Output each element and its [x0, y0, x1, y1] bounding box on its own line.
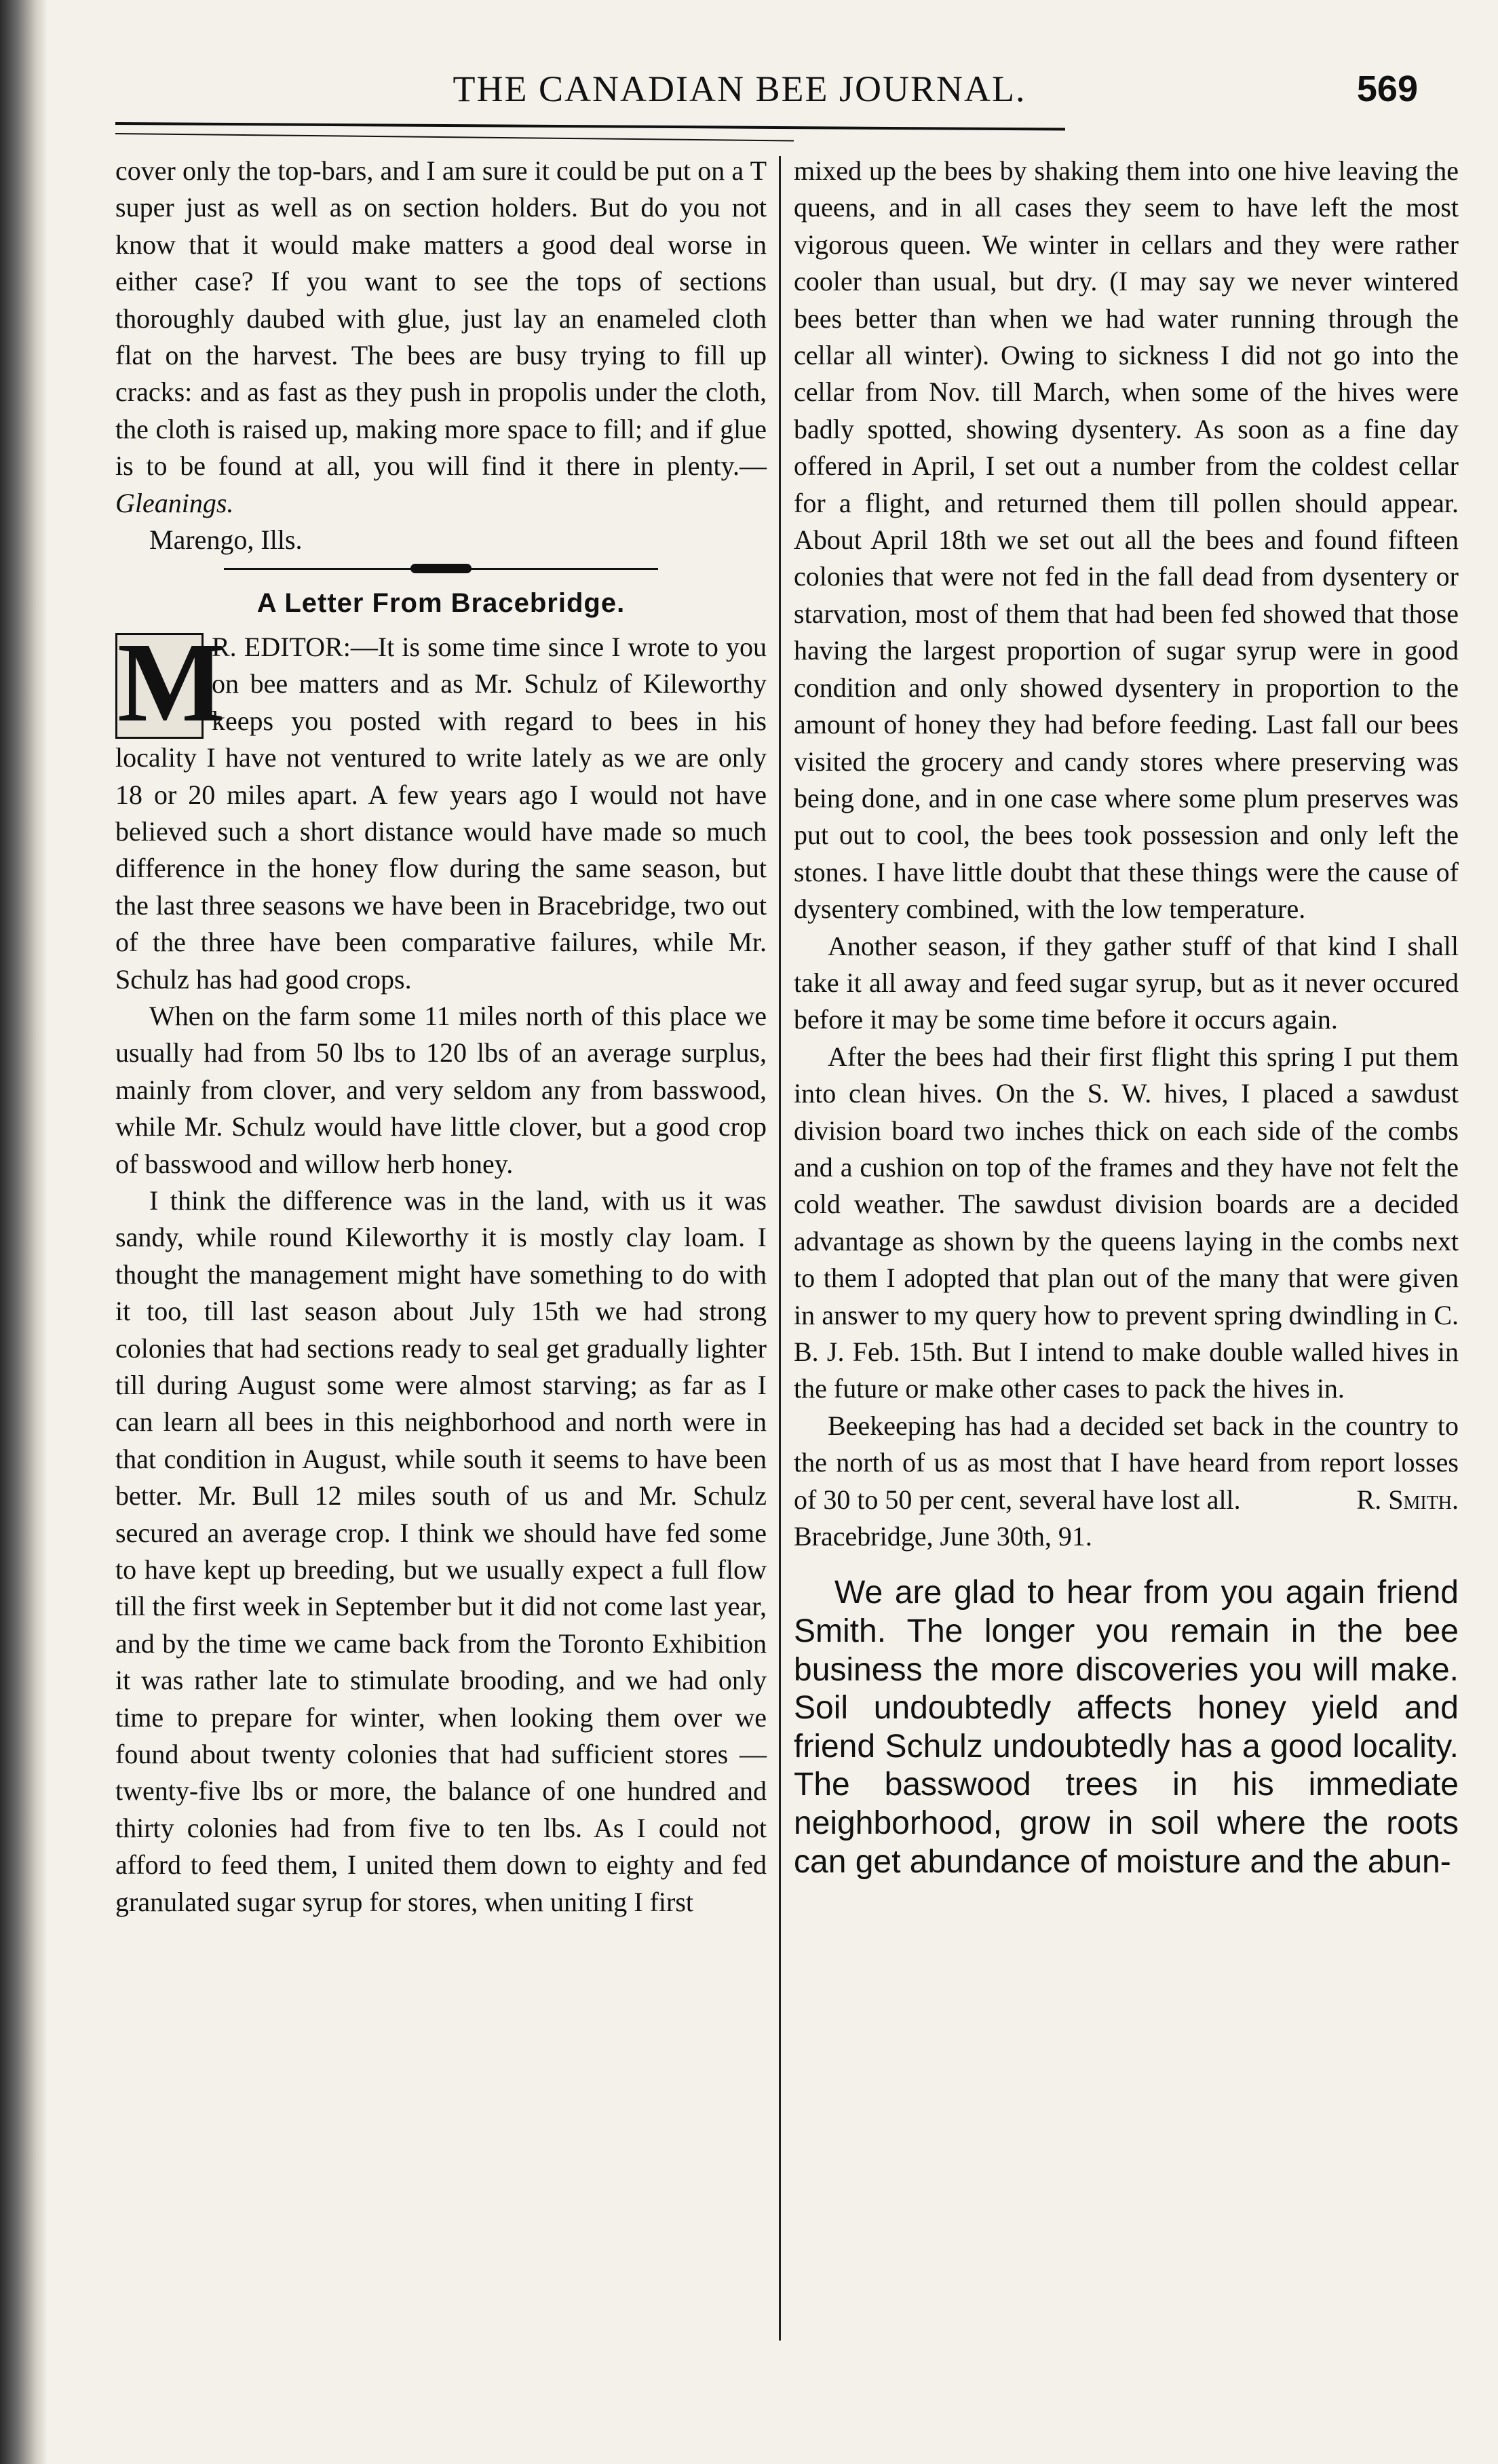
section-separator [224, 568, 658, 570]
journal-title: THE CANADIAN BEE JOURNAL. [453, 69, 1026, 109]
left-column [115, 153, 767, 1921]
article-paragraph: When on the farm some 11 miles north of this place we usually had from 50 lbs to 120 lbs of an average surplus, mainly from clover, and very seldom any from basswood, while Mr. Schulz would have little clover, but a good crop of basswood and willow herb honey. [115, 1000, 767, 1179]
article-paragraph: I think the difference was in the land, with us it was sandy, while round Kileworthy it is mostly clay loam. I thought the management might have something to do with it too, till last season about July 15th we had strong colonies that had sections ready to seal get gradually lighter till during August some were almost starving; as far as I can learn all bees in this neighborhood and north were in that condition in August, while south it seems to have been better. Mr. Bull 12 miles south of us and Mr. Schulz secured an average crop. I think we should have fed some to have kept up breeding, but we usually expect a full flow till the first week in September but it did not come last year, and by the time we came back from the Toronto Exhibition it was rather late to stimulate brooding, and we had only time to prepare for winter, when looking them over we found about twenty colonies that had sufficient stores —twenty-five lbs or more, the balance of one hundred and thirty colonies had from five to ten lbs. As I could not afford to feed them, I united them down to eighty and fed granulated sugar syrup for stores, when uniting I first [115, 1185, 767, 1917]
author-signature: R. Smith. [1356, 1484, 1459, 1515]
page-number: 569 [1356, 69, 1418, 109]
continued-place: Marengo, Ills. [149, 524, 303, 556]
editor-note [794, 1574, 1459, 1881]
header-rule-thin [115, 133, 794, 141]
continued-paragraph: cover only the top-bars, and I am sure it could be put on a T super just as well as on section holders. But do you not know that it would make matters a good deal worse in either case? If you want to see the tops of sections thoroughly daubed with glue, just lay an enameled cloth flat on the harvest. The bees are busy trying to fill up cracks: and as fast as they push in propolis under the cloth, the cloth is raised up, making more space to fill; and if glue is to be found at all, you will find it there in plenty.—Gleanings. [115, 155, 767, 518]
letter-dateline: Bracebridge, June 30th, 91. [794, 1521, 1092, 1552]
article-paragraph: M R. EDITOR:—It is some time since I wrote to you on bee matters and as Mr. Schulz of Kileworthy keeps you posted with regard to bees in his locality I have not ventured to write lately as we are only 18 or 20 miles apart. A few years ago I would not have believed such a short distance would have made so much difference in the honey flow during the same season, but the last three seasons we have been in Bracebridge, two out of the three have been comparative failures, while Mr. Schulz has had good crops. [115, 619, 767, 995]
article-paragraph: Beekeeping has had a decided set back in the country to the north of us as most that I have heard from report losses of 30 to 50 per cent, several have lost all. R. Smith. [794, 1408, 1459, 1518]
column-divider [779, 156, 781, 2341]
article-paragraph: mixed up the bees by shaking them into one hive leaving the queens, and in all cases they seem to have left the most vigorous queen. We winter in cellars and they were rather cooler than usual, but dry. (I may say we never wintered bees better than when we had water running through the cellar all winter). Owing to sickness I did not go into the cellar from Nov. till March, when some of the hives were badly spotted, showing dysentery. As soon as a fine day offered in April, I set out a number from the coldest cellar for a flight, and returned them till pollen should appear. About April 18th we set out all the bees and found fifteen colonies that were not fed in the fall dead from dysentery or starvation, most of them that had been fed showed that those having the largest proportion of sugar syrup were in good condition and only showed dysentery in proportion to the amount of honey they had before feeding. Last fall our bees visited the grocery and candy stores where preserving was being done, and in one case where some plum preserves was put out to cool, the bees took possession and only left the stones. I have little doubt that these things were the cause of dysentery combined, with the low temperature. [794, 155, 1459, 925]
editor-note-text: We are glad to hear from you again friend Smith. The longer you remain in the bee business the more discoveries you will make. Soil undoubtedly affects honey yield and friend Schulz undoubtedly has a good locality. The basswood trees in his immediate neighborhood, grow in soil where the roots can get abundance of moisture and the abun- [794, 1575, 1459, 1880]
source-citation: Gleanings. [115, 487, 234, 518]
dropcap-letter: M [115, 633, 204, 739]
article-heading: A Letter From Bracebridge. [256, 588, 626, 619]
page-header [115, 68, 1432, 115]
header-rule [115, 122, 1065, 131]
binding-shadow [0, 0, 47, 2464]
article-paragraph: Another season, if they gather stuff of that kind I shall take it all away and feed sugar syrup, but as it never occured before it may be some time before it occurs again. [794, 930, 1459, 1035]
article-paragraph: After the bees had their first flight this spring I put them into clean hives. On the S. W. hives, I placed a sawdust division board two inches thick on each side of the combs and a cushion on top of the frames and they have not felt the cold weather. The sawdust division boards are a decided advantage as shown by the queens laying in the combs next to them I adopted that plan out of the many that were given in answer to my query how to prevent spring dwindling in C. B. J. Feb. 15th. But I intend to make double walled hives in the future or make other cases to pack the hives in. [794, 1041, 1459, 1404]
right-column [794, 153, 1459, 1881]
